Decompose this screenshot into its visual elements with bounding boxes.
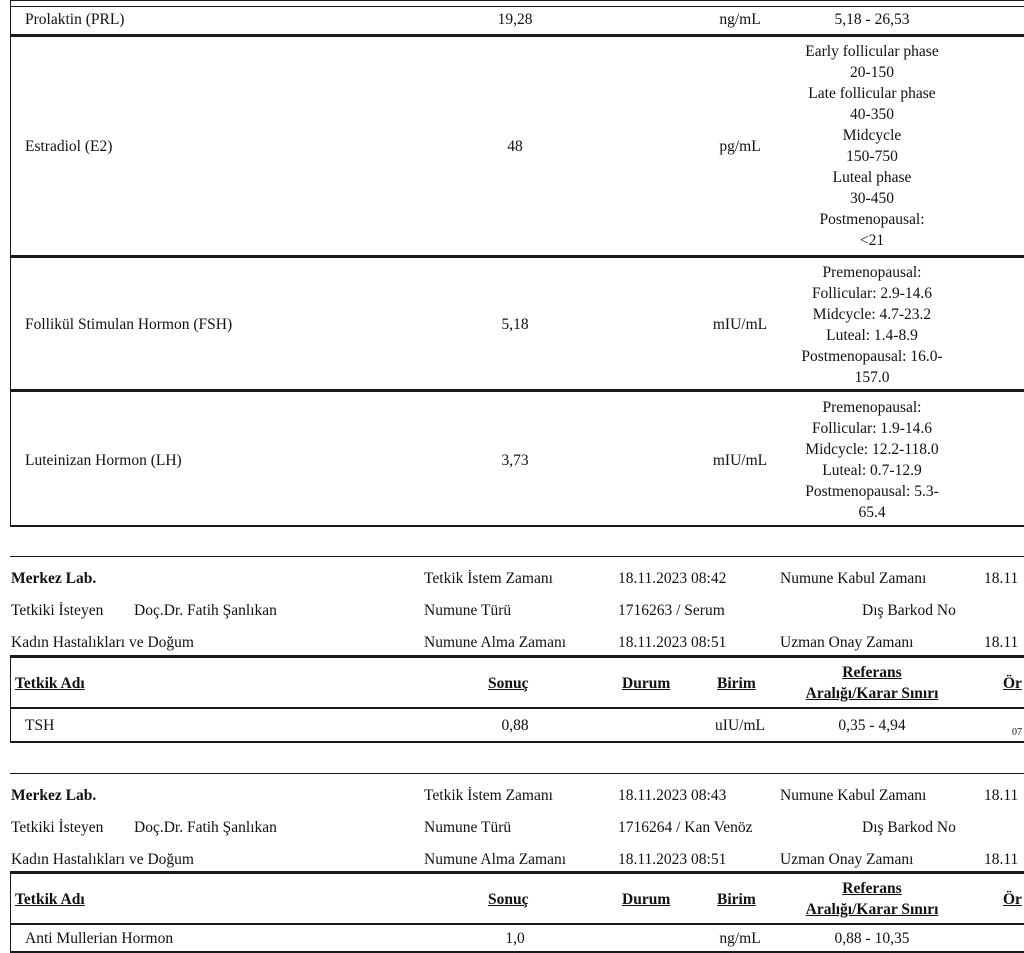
ref-line: Late follicular phase (808, 85, 936, 102)
test-result: 19,28 (497, 11, 533, 28)
ref-line: Midcycle (842, 127, 902, 144)
doctor-name: Doç.Dr. Fatih Şanlıkan (134, 602, 277, 619)
col-header-result: Sonuç (488, 891, 529, 908)
barcode-label: Dış Barkod No (862, 819, 956, 836)
ref-line: Follicular: 2.9-14.6 (811, 285, 933, 302)
col-header-ref-1: Referans (842, 664, 902, 681)
test-unit: mIU/mL (712, 452, 768, 469)
col-header-ref-2: Aralığı/Karar Sınırı (805, 685, 939, 702)
collect-time-label: Numune Alma Zamanı (424, 634, 567, 651)
ref-line: 40-350 (850, 106, 894, 123)
collect-time: 18.11.2023 08:51 (618, 851, 727, 868)
sample-type-label: Numune Türü (424, 819, 512, 836)
test-name: TSH (25, 717, 55, 734)
test-reference: 0,88 - 10,35 (834, 930, 910, 947)
test-unit: pg/mL (719, 138, 761, 155)
request-time: 18.11.2023 08:42 (618, 570, 727, 587)
test-reference: 5,18 - 26,53 (834, 11, 910, 28)
col-header-extra: Ör (1003, 891, 1022, 908)
col-header-ref-1: Referans (842, 880, 902, 897)
col-header-result: Sonuç (488, 675, 529, 692)
sample-type: 1716263 / Serum (618, 602, 725, 619)
test-unit: ng/mL (719, 930, 761, 947)
test-reference (772, 397, 972, 523)
test-result: 3,73 (501, 452, 529, 469)
ref-line: Postmenopausal: (819, 211, 925, 228)
col-header-status: Durum (622, 675, 671, 692)
ref-line: Premenopausal: (822, 264, 922, 281)
requester-label: Tetkiki İsteyen (11, 819, 104, 836)
accept-time-label: Numune Kabul Zamanı (780, 787, 927, 804)
department: Kadın Hastalıkları ve Doğum (11, 634, 194, 651)
ref-line: Midcycle: 4.7-23.2 (812, 306, 932, 323)
request-time: 18.11.2023 08:43 (618, 787, 727, 804)
test-result: 48 (507, 138, 523, 155)
test-reference (772, 41, 972, 251)
sample-type: 1716264 / Kan Venöz (618, 819, 753, 836)
doctor-name: Doç.Dr. Fatih Şanlıkan (134, 819, 277, 836)
col-header-name: Tetkik Adı (15, 675, 85, 692)
accept-time-label: Numune Kabul Zamanı (780, 570, 927, 587)
test-name: Follikül Stimulan Hormon (FSH) (25, 316, 233, 333)
ref-line: Early follicular phase (805, 43, 939, 60)
approve-time-label: Uzman Onay Zamanı (780, 634, 914, 651)
approve-time: 18.11 (984, 851, 1019, 868)
col-header-unit: Birim (717, 891, 756, 908)
ref-line: 150-750 (846, 148, 898, 165)
test-name: Estradiol (E2) (25, 138, 113, 155)
ref-line: Luteal: 0.7-12.9 (822, 462, 922, 479)
ref-line: Luteal phase (832, 169, 912, 186)
ref-line: Luteal: 1.4-8.9 (826, 327, 918, 344)
department: Kadın Hastalıkları ve Doğum (11, 851, 194, 868)
test-result: 0,88 (501, 717, 529, 734)
test-name: Anti Mullerian Hormon (25, 930, 174, 947)
collect-time-label: Numune Alma Zamanı (424, 851, 567, 868)
collect-time: 18.11.2023 08:51 (618, 634, 727, 651)
test-unit: uIU/mL (715, 717, 765, 734)
request-time-label: Tetkik İstem Zamanı (424, 787, 553, 804)
accept-time: 18.11 (984, 570, 1019, 587)
approve-time: 18.11 (984, 634, 1019, 651)
barcode-label: Dış Barkod No (862, 602, 956, 619)
ref-line: Premenopausal: (822, 399, 922, 416)
accept-time: 18.11 (984, 787, 1019, 804)
request-time-label: Tetkik İstem Zamanı (424, 570, 553, 587)
test-reference (772, 262, 972, 388)
test-name: Prolaktin (PRL) (25, 11, 125, 28)
col-header-ref-2: Aralığı/Karar Sınırı (805, 901, 939, 918)
ref-line: Postmenopausal: 16.0- (801, 348, 943, 365)
ref-line: <21 (859, 232, 885, 249)
test-result: 5,18 (501, 316, 529, 333)
ref-line: Midcycle: 12.2-118.0 (805, 441, 939, 458)
approve-time-label: Uzman Onay Zamanı (780, 851, 914, 868)
requester-label: Tetkiki İsteyen (11, 602, 104, 619)
lab-name: Merkez Lab. (11, 787, 97, 804)
test-unit: ng/mL (719, 11, 761, 28)
ref-line: Postmenopausal: 5.3- (805, 483, 939, 500)
test-name: Luteinizan Hormon (LH) (25, 452, 182, 469)
lab-name: Merkez Lab. (11, 570, 97, 587)
col-header-status: Durum (622, 891, 671, 908)
col-header-name: Tetkik Adı (15, 891, 85, 908)
ref-line: 157.0 (854, 369, 890, 386)
ref-line: 30-450 (850, 190, 894, 207)
col-header-unit: Birim (717, 675, 756, 692)
col-header-extra: Ör (1003, 675, 1022, 692)
test-result: 1,0 (505, 930, 525, 947)
test-unit: mIU/mL (712, 316, 768, 333)
sample-type-label: Numune Türü (424, 602, 512, 619)
row-extra: 07 (1012, 727, 1022, 738)
ref-line: Follicular: 1.9-14.6 (811, 420, 933, 437)
ref-line: 20-150 (850, 64, 894, 81)
test-reference: 0,35 - 4,94 (838, 717, 906, 734)
ref-line: 65.4 (858, 504, 886, 521)
